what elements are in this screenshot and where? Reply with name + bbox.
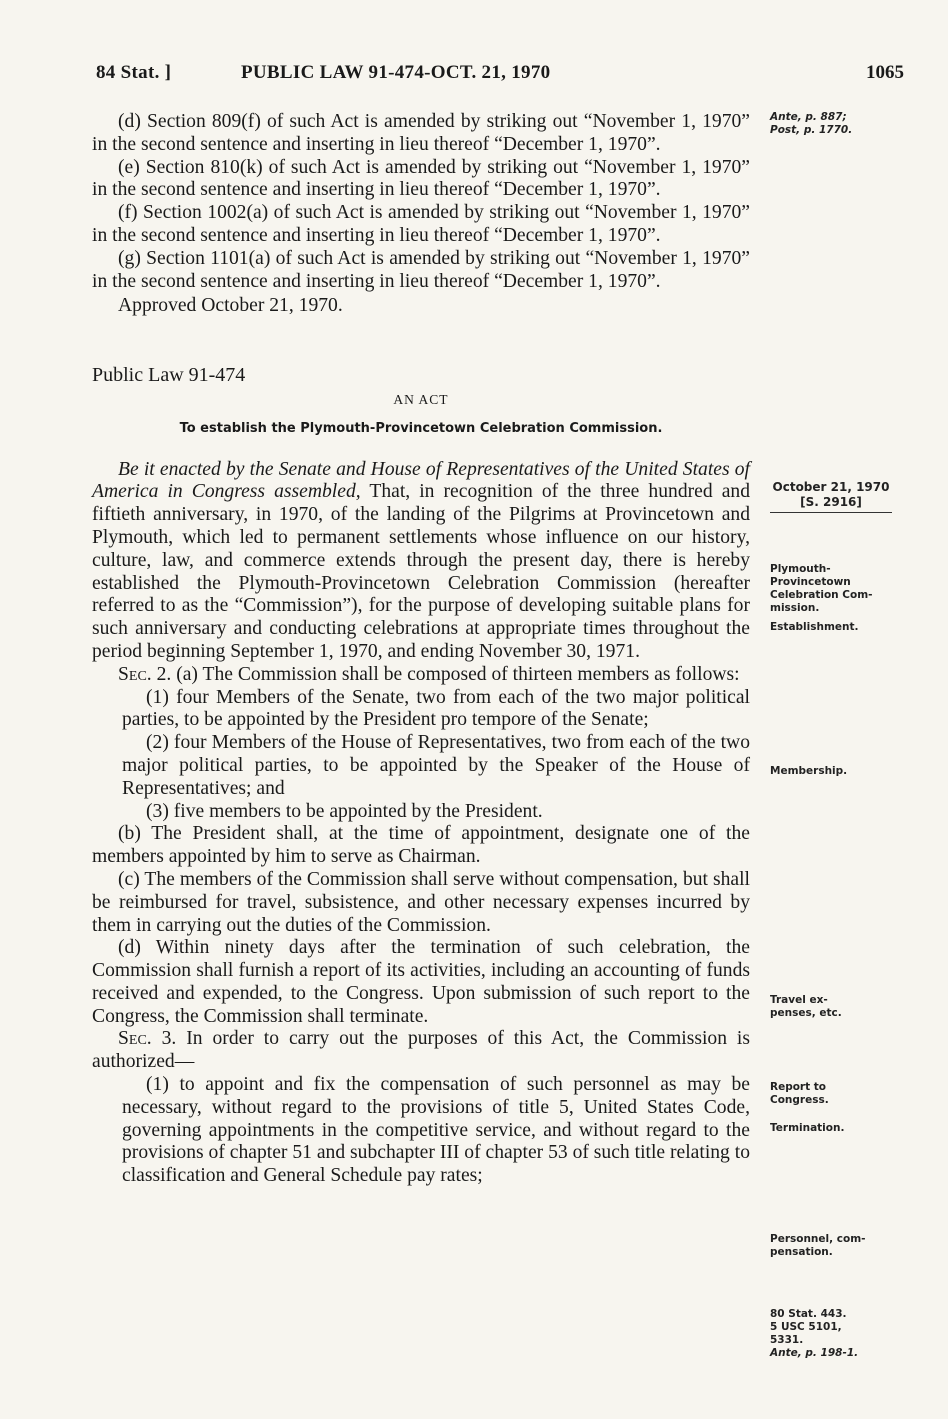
section-2a-item-2: (2) four Members of the House of Representatives, two from each of the two major political parties, to be appointed by the Speaker of the House of Representatives; and	[122, 732, 750, 799]
margin-statute	[770, 1308, 930, 1360]
section-2-lead: Sec. 2.	[118, 663, 172, 685]
margin-travel-2: penses, etc.	[770, 1007, 842, 1019]
section-2a	[92, 664, 750, 687]
public-law-title: Public Law 91-474	[92, 364, 246, 387]
margin-ante-post	[770, 111, 930, 137]
main-text	[92, 111, 750, 1188]
section-2a-item-3: (3) five members to be appointed by the President.	[146, 800, 543, 822]
margin-personnel	[770, 1233, 930, 1259]
running-title: PUBLIC LAW 91-474-OCT. 21, 1970	[241, 62, 551, 83]
enacting-clause: Be it enacted by the Senate and House of Representatives of the United States of America in Congress assembled,	[92, 458, 750, 503]
margin-ante: Ante, p. 887;	[770, 111, 847, 123]
margin-rule	[770, 512, 892, 513]
section-3-intro	[92, 1028, 750, 1074]
margin-personnel-1: Personnel, com-	[770, 1233, 866, 1245]
margin-stat-2: 5 USC 5101,	[770, 1321, 842, 1333]
section-1	[92, 459, 750, 664]
section-3-lead: Sec. 3.	[118, 1028, 177, 1050]
section-e-amendment: (e) Section 810(k) of such Act is amended by striking out “November 1, 1970” in the second sentence and inserting in lieu thereof “December 1, 1970”.	[92, 156, 750, 201]
section-2d: (d) Within ninety days after the termination of such celebration, the Commission shall furnish a report of its activities, including an accounting of funds received and expended, to the Congress. Upon submission of such report to the Congress, the Commission shall terminate.	[92, 937, 750, 1027]
section-f-amendment: (f) Section 1002(a) of such Act is amended by striking out “November 1, 1970” in the second sentence and inserting in lieu thereof “December 1, 1970”.	[92, 202, 750, 246]
margin-stat-4: Ante, p. 198-1.	[770, 1347, 859, 1359]
margin-establishment: Establishment.	[770, 621, 859, 633]
act-purpose: To establish the Plymouth-Provincetown Celebration Commission.	[179, 420, 663, 436]
margin-date-block	[770, 480, 892, 510]
section-3-item-1: (1) to appoint and fix the compensation of such personnel as may be necessary, without regard to the provisions of title 5, United States Code, governing appointments in the competitive service, and without regard to the provisions of chapter 51 and subchapter III of chapter 53 of such title relating to classification and General Schedule pay rates;	[122, 1074, 750, 1187]
section-2b: (b) The President shall, at the time of appointment, designate one of the members appointed by him to serve as Chairman.	[92, 823, 750, 868]
section-2a-item-1: (1) four Members of the Senate, two from each of the two major political parties, to be appointed by the President pro tempore of the Senate;	[122, 686, 750, 731]
margin-termination: Termination.	[770, 1122, 845, 1134]
margin-plymouth-1: Plymouth-	[770, 563, 831, 575]
page-header	[96, 62, 904, 92]
section-2c: (c) The members of the Commission shall serve without compensation, but shall be reimbursed for travel, subsistence, and other necessary expenses incurred by them in carrying out the duties of the Commission.	[92, 868, 750, 936]
margin-bill: [S. 2916]	[800, 495, 862, 509]
margin-stat-3: 5331.	[770, 1334, 804, 1346]
section-g-amendment: (g) Section 1101(a) of such Act is amended by striking out “November 1, 1970” in the second sentence and inserting in lieu thereof “December 1, 1970”.	[92, 247, 750, 292]
section-2a-text: (a) The Commission shall be composed of thirteen members as follows:	[176, 663, 740, 685]
margin-membership: Membership.	[770, 765, 848, 777]
margin-personnel-2: pensation.	[770, 1246, 833, 1258]
section-3-intro-text: In order to carry out the purposes of this Act, the Commission is authorized—	[92, 1028, 750, 1073]
margin-plymouth-4: mission.	[770, 602, 820, 614]
margin-plymouth	[770, 563, 930, 634]
margin-report-2: Congress.	[770, 1094, 829, 1106]
section-d-amendment: (d) Section 809(f) of such Act is amended by striking out “November 1, 1970” in the second sentence and inserting in lieu thereof “December 1, 1970”.	[92, 111, 750, 155]
margin-date: October 21, 1970	[772, 480, 890, 494]
stat-reference: 84 Stat. ]	[96, 62, 172, 83]
margin-travel	[770, 994, 930, 1020]
approved-line: Approved October 21, 1970.	[118, 295, 343, 317]
margin-travel-1: Travel ex-	[770, 994, 828, 1006]
margin-stat-1: 80 Stat. 443.	[770, 1308, 847, 1320]
an-act-heading: AN ACT	[393, 391, 449, 407]
margin-plymouth-2: Provincetown	[770, 576, 851, 588]
margin-plymouth-3: Celebration Com-	[770, 589, 873, 601]
margin-report	[770, 1081, 930, 1107]
margin-post: Post, p. 1770.	[770, 124, 853, 136]
section-1-body: That, in recognition of the three hundred and fiftieth anniversary, in 1970, of the landing of the Pilgrims at Provincetown and Plymouth, which led to permanent settlements whose influence on our history, culture, law, and commerce extends through the present day, there is hereby established the Plymouth-Provincetown Celebration Commission (hereafter referred to as the “Commission”), for the purpose of developing suitable plans for such anniversary and conducting celebrations at appropriate times throughout the period beginning September 1, 1970, and ending November 30, 1971.	[92, 481, 750, 662]
margin-report-1: Report to	[770, 1081, 827, 1093]
page-number: 1065	[866, 62, 904, 83]
